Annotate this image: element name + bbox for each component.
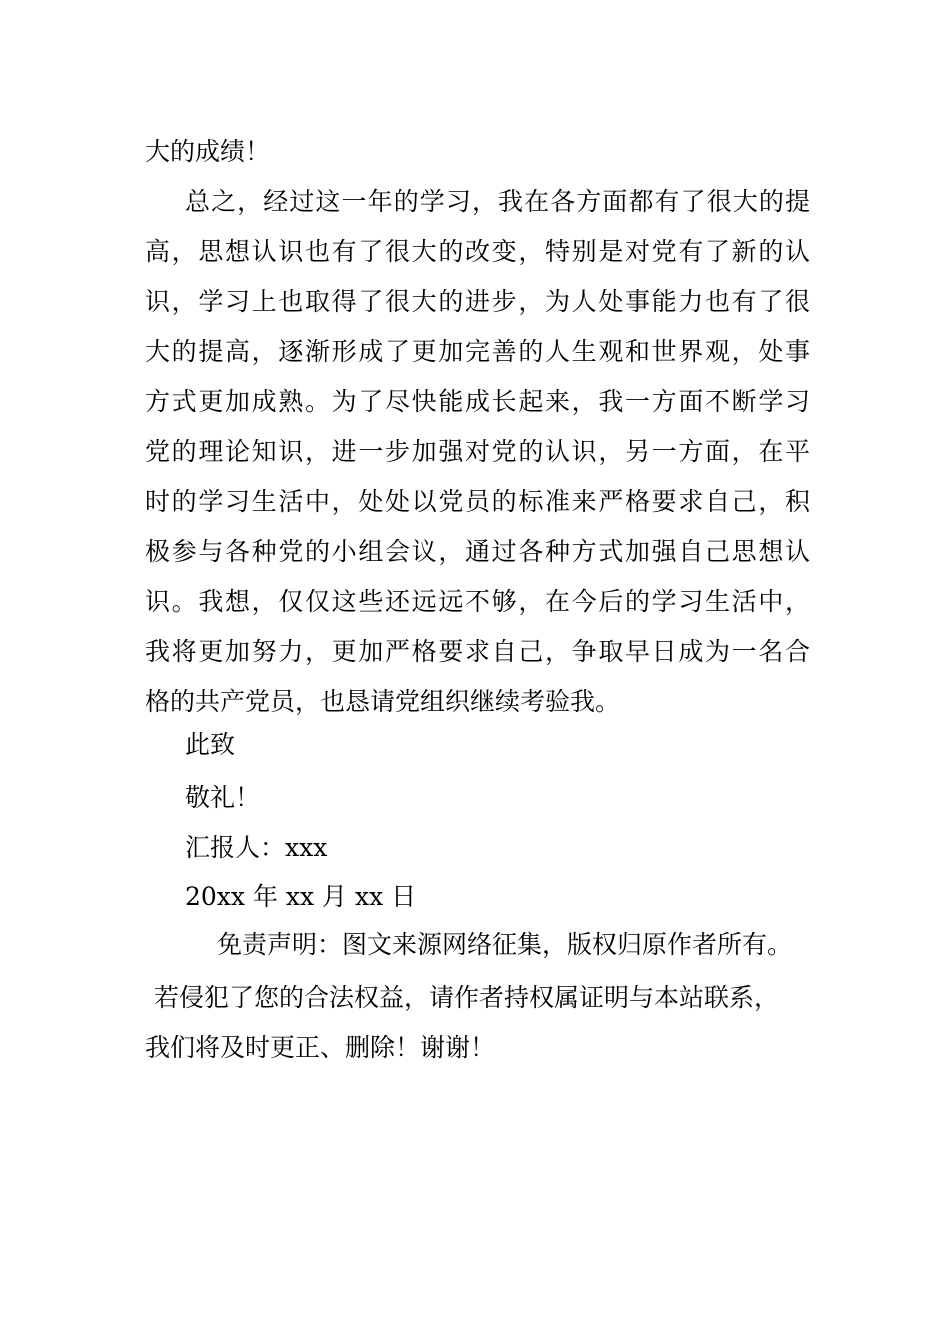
summary-line-9: 识。我想，仅仅这些还远远不够，在今后的学习生活中， [145,587,810,616]
disclaimer-line-2: 若侵犯了您的合法权益，请作者持权属证明与本站联系， [154,983,780,1012]
summary-line-11: 格的共产党员，也恳请党组织继续考验我。 [145,687,621,716]
summary-line-10: 我将更加努力，更加严格要求自己，争取早日成为一名合 [145,637,810,666]
summary-line-5: 方式更加成熟。为了尽快能成长起来，我一方面不断学习 [145,387,810,416]
summary-line-6: 党的理论知识，进一步加强对党的认识，另一方面，在平 [145,437,810,466]
summary-line-8: 极参与各种党的小组会议，通过各种方式加强自己思想认 [145,537,810,566]
summary-line-2: 高，思想认识也有了很大的改变，特别是对党有了新的认 [145,237,810,266]
closing-respect: 敬礼！ [185,783,261,812]
summary-line-7: 时的学习生活中，处处以党员的标准来严格要求自己，积 [145,487,810,516]
disclaimer-line-1: 免责声明：图文来源网络征集，版权归原作者所有。 [217,930,793,959]
summary-line-3: 识，学习上也取得了很大的进步，为人处事能力也有了很 [145,287,810,316]
date-line: 20xx 年 xx 月 xx 日 [185,882,417,911]
summary-line-4: 大的提高，逐渐形成了更加完善的人生观和世界观，处事 [145,337,810,366]
closing-salutation: 此致 [185,730,236,759]
summary-line-1: 总之，经过这一年的学习，我在各方面都有了很大的提 [185,187,810,216]
disclaimer-line-3: 我们将及时更正、删除！谢谢！ [145,1033,496,1062]
opening-line: 大的成绩！ [145,137,271,166]
reporter-line: 汇报人：xxx [185,833,328,862]
